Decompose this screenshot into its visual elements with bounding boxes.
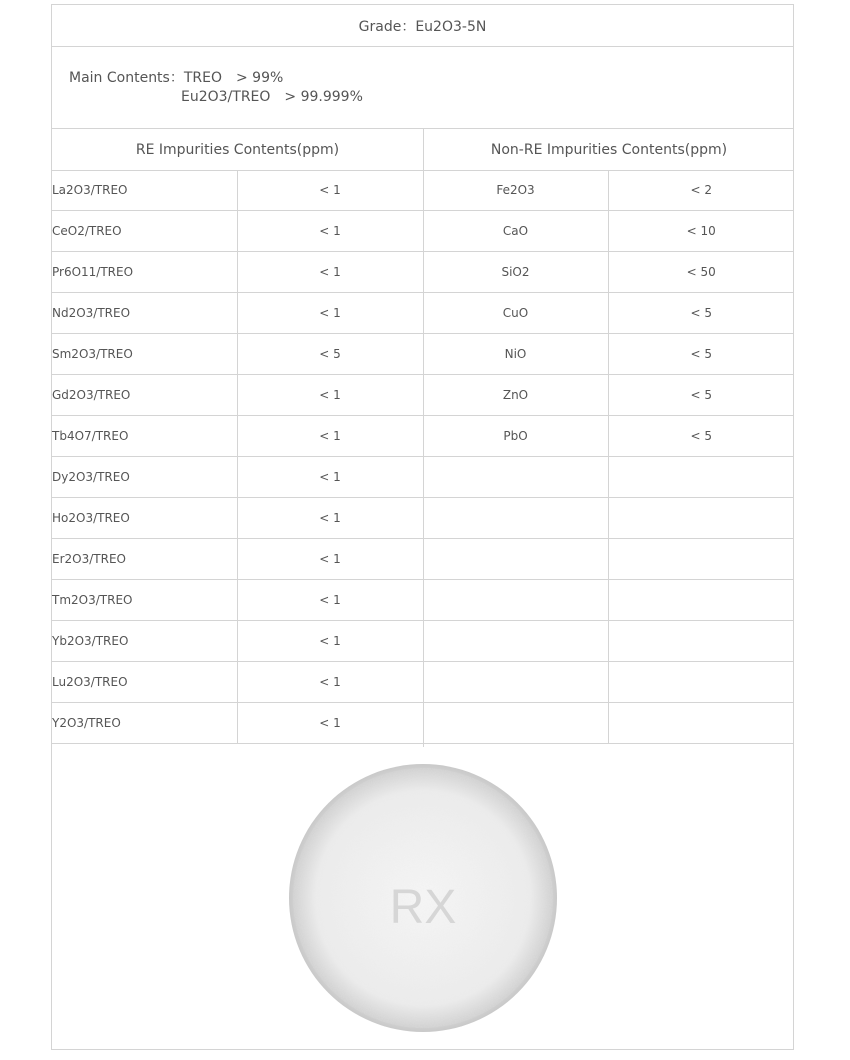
main-contents xyxy=(69,69,363,107)
re-impurity-name: Sm2O3/TREO xyxy=(52,334,237,375)
re-impurity-name: Lu2O3/TREO xyxy=(52,662,237,703)
re-impurity-value: < 1 xyxy=(237,252,423,293)
table-row xyxy=(52,334,794,375)
non-re-impurity-value xyxy=(608,539,794,580)
impurities-table xyxy=(52,170,794,744)
treo-value: > 99% xyxy=(236,70,284,86)
non-re-impurity-name xyxy=(423,580,608,621)
re-impurity-value: < 1 xyxy=(237,662,423,703)
re-impurity-value: < 1 xyxy=(237,457,423,498)
table-row xyxy=(52,498,794,539)
non-re-impurity-value: < 5 xyxy=(608,293,794,334)
non-re-impurity-name: ZnO xyxy=(423,375,608,416)
re-impurity-name: Yb2O3/TREO xyxy=(52,621,237,662)
table-row xyxy=(52,580,794,621)
re-impurity-name: Y2O3/TREO xyxy=(52,703,237,744)
main-contents-line-1 xyxy=(69,69,363,88)
non-re-impurity-value: < 5 xyxy=(608,375,794,416)
main-contents-line-2 xyxy=(69,88,363,107)
re-impurity-value: < 1 xyxy=(237,703,423,744)
re-impurity-name: CeO2/TREO xyxy=(52,211,237,252)
non-re-impurity-name xyxy=(423,662,608,703)
re-impurity-name: Ho2O3/TREO xyxy=(52,498,237,539)
re-impurity-value: < 1 xyxy=(237,375,423,416)
table-row xyxy=(52,416,794,457)
re-impurity-name: La2O3/TREO xyxy=(52,170,237,211)
table-row xyxy=(52,457,794,498)
re-impurity-name: Nd2O3/TREO xyxy=(52,293,237,334)
re-impurity-value: < 1 xyxy=(237,211,423,252)
eu2o3-value: > 99.999% xyxy=(284,89,363,105)
eu2o3-label: Eu2O3/TREO xyxy=(181,89,271,105)
watermark: RX xyxy=(389,881,457,934)
re-impurity-name: Dy2O3/TREO xyxy=(52,457,237,498)
non-re-impurity-name: Fe2O3 xyxy=(423,170,608,211)
non-re-impurity-name xyxy=(423,457,608,498)
re-impurities-header: RE Impurities Contents(ppm) xyxy=(135,141,340,158)
non-re-impurity-value xyxy=(608,703,794,744)
re-impurity-value: < 1 xyxy=(237,621,423,662)
re-impurity-name: Tm2O3/TREO xyxy=(52,580,237,621)
divider xyxy=(52,46,793,47)
non-re-impurity-value xyxy=(608,621,794,662)
non-re-impurity-name: PbO xyxy=(423,416,608,457)
re-impurity-name: Pr6O11/TREO xyxy=(52,252,237,293)
non-re-impurity-name xyxy=(423,539,608,580)
non-re-impurity-name xyxy=(423,621,608,662)
table-row xyxy=(52,662,794,703)
grade-title: Grade：Eu2O3-5N xyxy=(358,18,487,35)
non-re-impurity-name: CaO xyxy=(423,211,608,252)
table-row xyxy=(52,252,794,293)
non-re-impurities-header: Non-RE Impurities Contents(ppm) xyxy=(490,141,728,158)
non-re-impurity-value: < 5 xyxy=(608,334,794,375)
re-impurity-value: < 1 xyxy=(237,498,423,539)
non-re-impurity-value xyxy=(608,498,794,539)
non-re-impurity-value xyxy=(608,662,794,703)
non-re-impurity-value: < 2 xyxy=(608,170,794,211)
non-re-impurity-value: < 10 xyxy=(608,211,794,252)
re-impurity-value: < 1 xyxy=(237,539,423,580)
table-row xyxy=(52,539,794,580)
powder-photo xyxy=(288,763,558,1033)
table-row xyxy=(52,703,794,744)
non-re-impurity-name xyxy=(423,703,608,744)
table-row xyxy=(52,170,794,211)
non-re-impurity-name xyxy=(423,498,608,539)
non-re-impurity-value xyxy=(608,457,794,498)
non-re-impurity-value: < 50 xyxy=(608,252,794,293)
spec-sheet xyxy=(51,4,794,1050)
main-contents-label: Main Contents：TREO xyxy=(69,70,222,86)
non-re-impurity-name: NiO xyxy=(423,334,608,375)
table-row xyxy=(52,621,794,662)
non-re-impurity-value xyxy=(608,580,794,621)
re-impurity-name: Tb4O7/TREO xyxy=(52,416,237,457)
non-re-impurity-value: < 5 xyxy=(608,416,794,457)
re-impurity-value: < 1 xyxy=(237,416,423,457)
table-row xyxy=(52,211,794,252)
non-re-impurity-name: SiO2 xyxy=(423,252,608,293)
re-impurity-name: Er2O3/TREO xyxy=(52,539,237,580)
non-re-impurity-name: CuO xyxy=(423,293,608,334)
re-impurity-name: Gd2O3/TREO xyxy=(52,375,237,416)
table-row xyxy=(52,375,794,416)
table-row xyxy=(52,293,794,334)
re-impurity-value: < 1 xyxy=(237,170,423,211)
re-impurity-value: < 1 xyxy=(237,293,423,334)
re-impurity-value: < 5 xyxy=(237,334,423,375)
re-impurity-value: < 1 xyxy=(237,580,423,621)
